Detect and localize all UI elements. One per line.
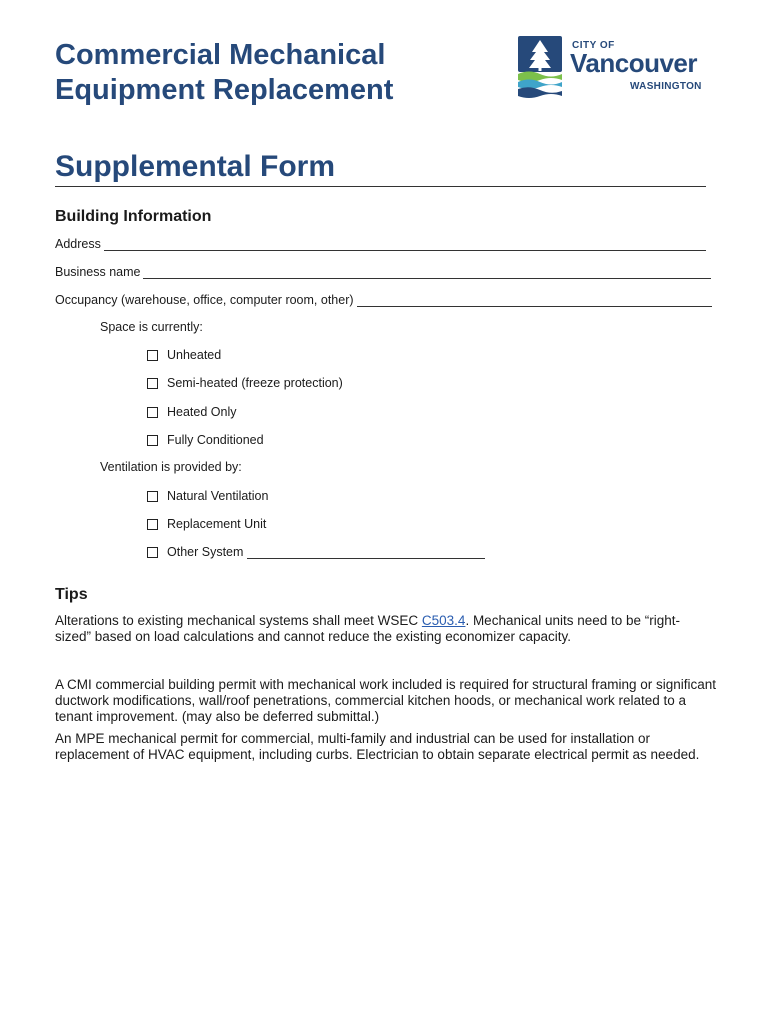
building-info-heading: Building Information	[55, 208, 212, 225]
tip-1-text-after: . Mechanical units need to be “right-sized” based on load calculations and cannot reduce the existing economizer capacity.	[55, 613, 681, 644]
replacement-unit-checkbox[interactable]	[147, 519, 158, 530]
option-fully-conditioned[interactable]	[147, 433, 264, 447]
logo-state: WASHINGTON	[630, 81, 702, 92]
option-natural-ventilation[interactable]	[147, 489, 268, 503]
occupancy-label: Occupancy (warehouse, office, computer room, other)	[55, 293, 354, 307]
business-name-input[interactable]	[143, 267, 711, 279]
tree-river-logo-icon	[518, 36, 566, 98]
address-field[interactable]	[55, 235, 706, 251]
tips-heading: Tips	[55, 586, 88, 603]
other-system-label: Other System	[167, 545, 244, 559]
city-of-vancouver-logo	[518, 36, 723, 98]
address-label: Address	[55, 237, 101, 251]
option-other-system[interactable]	[147, 545, 485, 559]
logo-city-name: Vancouver	[570, 48, 698, 78]
option-replacement-unit[interactable]	[147, 517, 266, 531]
title-line-1: Commercial Mechanical	[55, 39, 386, 71]
wsec-c503-4-link[interactable]: C503.4	[421, 613, 466, 628]
tip-1-text-before: Alterations to existing mechanical systems shall meet WSEC	[55, 613, 422, 628]
fully-conditioned-checkbox[interactable]	[147, 435, 158, 446]
title-line-2: Equipment Replacement	[55, 74, 394, 106]
business-name-label: Business name	[55, 265, 141, 279]
form-title: Supplemental Form	[55, 150, 336, 183]
ventilation-label: Ventilation is provided by:	[100, 460, 242, 474]
document-title	[55, 38, 393, 108]
other-system-input[interactable]	[247, 546, 485, 559]
occupancy-field[interactable]	[55, 291, 712, 307]
semi-heated-checkbox[interactable]	[147, 378, 158, 389]
replacement-unit-label: Replacement Unit	[167, 517, 267, 531]
semi-heated-label: Semi-heated (freeze protection)	[167, 376, 343, 390]
unheated-label: Unheated	[167, 348, 222, 362]
other-system-checkbox[interactable]	[147, 547, 158, 558]
space-label: Space is currently:	[100, 320, 203, 334]
heated-only-label: Heated Only	[167, 405, 237, 419]
tip-paragraph-wsec	[55, 613, 715, 645]
option-heated-only[interactable]	[147, 405, 236, 419]
fully-conditioned-label: Fully Conditioned	[167, 433, 264, 447]
option-unheated[interactable]	[147, 348, 221, 362]
logo-city-of: CITY OF	[572, 40, 615, 51]
option-semi-heated[interactable]	[147, 376, 343, 390]
occupancy-input[interactable]	[357, 295, 712, 307]
title-divider	[55, 186, 706, 187]
heated-only-checkbox[interactable]	[147, 407, 158, 418]
natural-ventilation-label: Natural Ventilation	[167, 489, 269, 503]
tip-paragraph-mpe-permit: An MPE mechanical permit for commercial, multi-family and industrial can be used for installation or replacement of HVAC equipment, including curbs. Electrician to obtain separate electrical permit as needed.	[55, 731, 700, 762]
natural-ventilation-checkbox[interactable]	[147, 491, 158, 502]
tip-paragraph-cmi-permit: A CMI commercial building permit with mechanical work included is required for structural framing or significant ductwork modifications, wall/roof penetrations, commercial kitchen hoods, or mechanical work related to a tenant improvement. (may also be deferred submittal.)	[55, 677, 717, 724]
business-name-field[interactable]	[55, 263, 711, 279]
address-input[interactable]	[104, 239, 706, 251]
unheated-checkbox[interactable]	[147, 350, 158, 361]
